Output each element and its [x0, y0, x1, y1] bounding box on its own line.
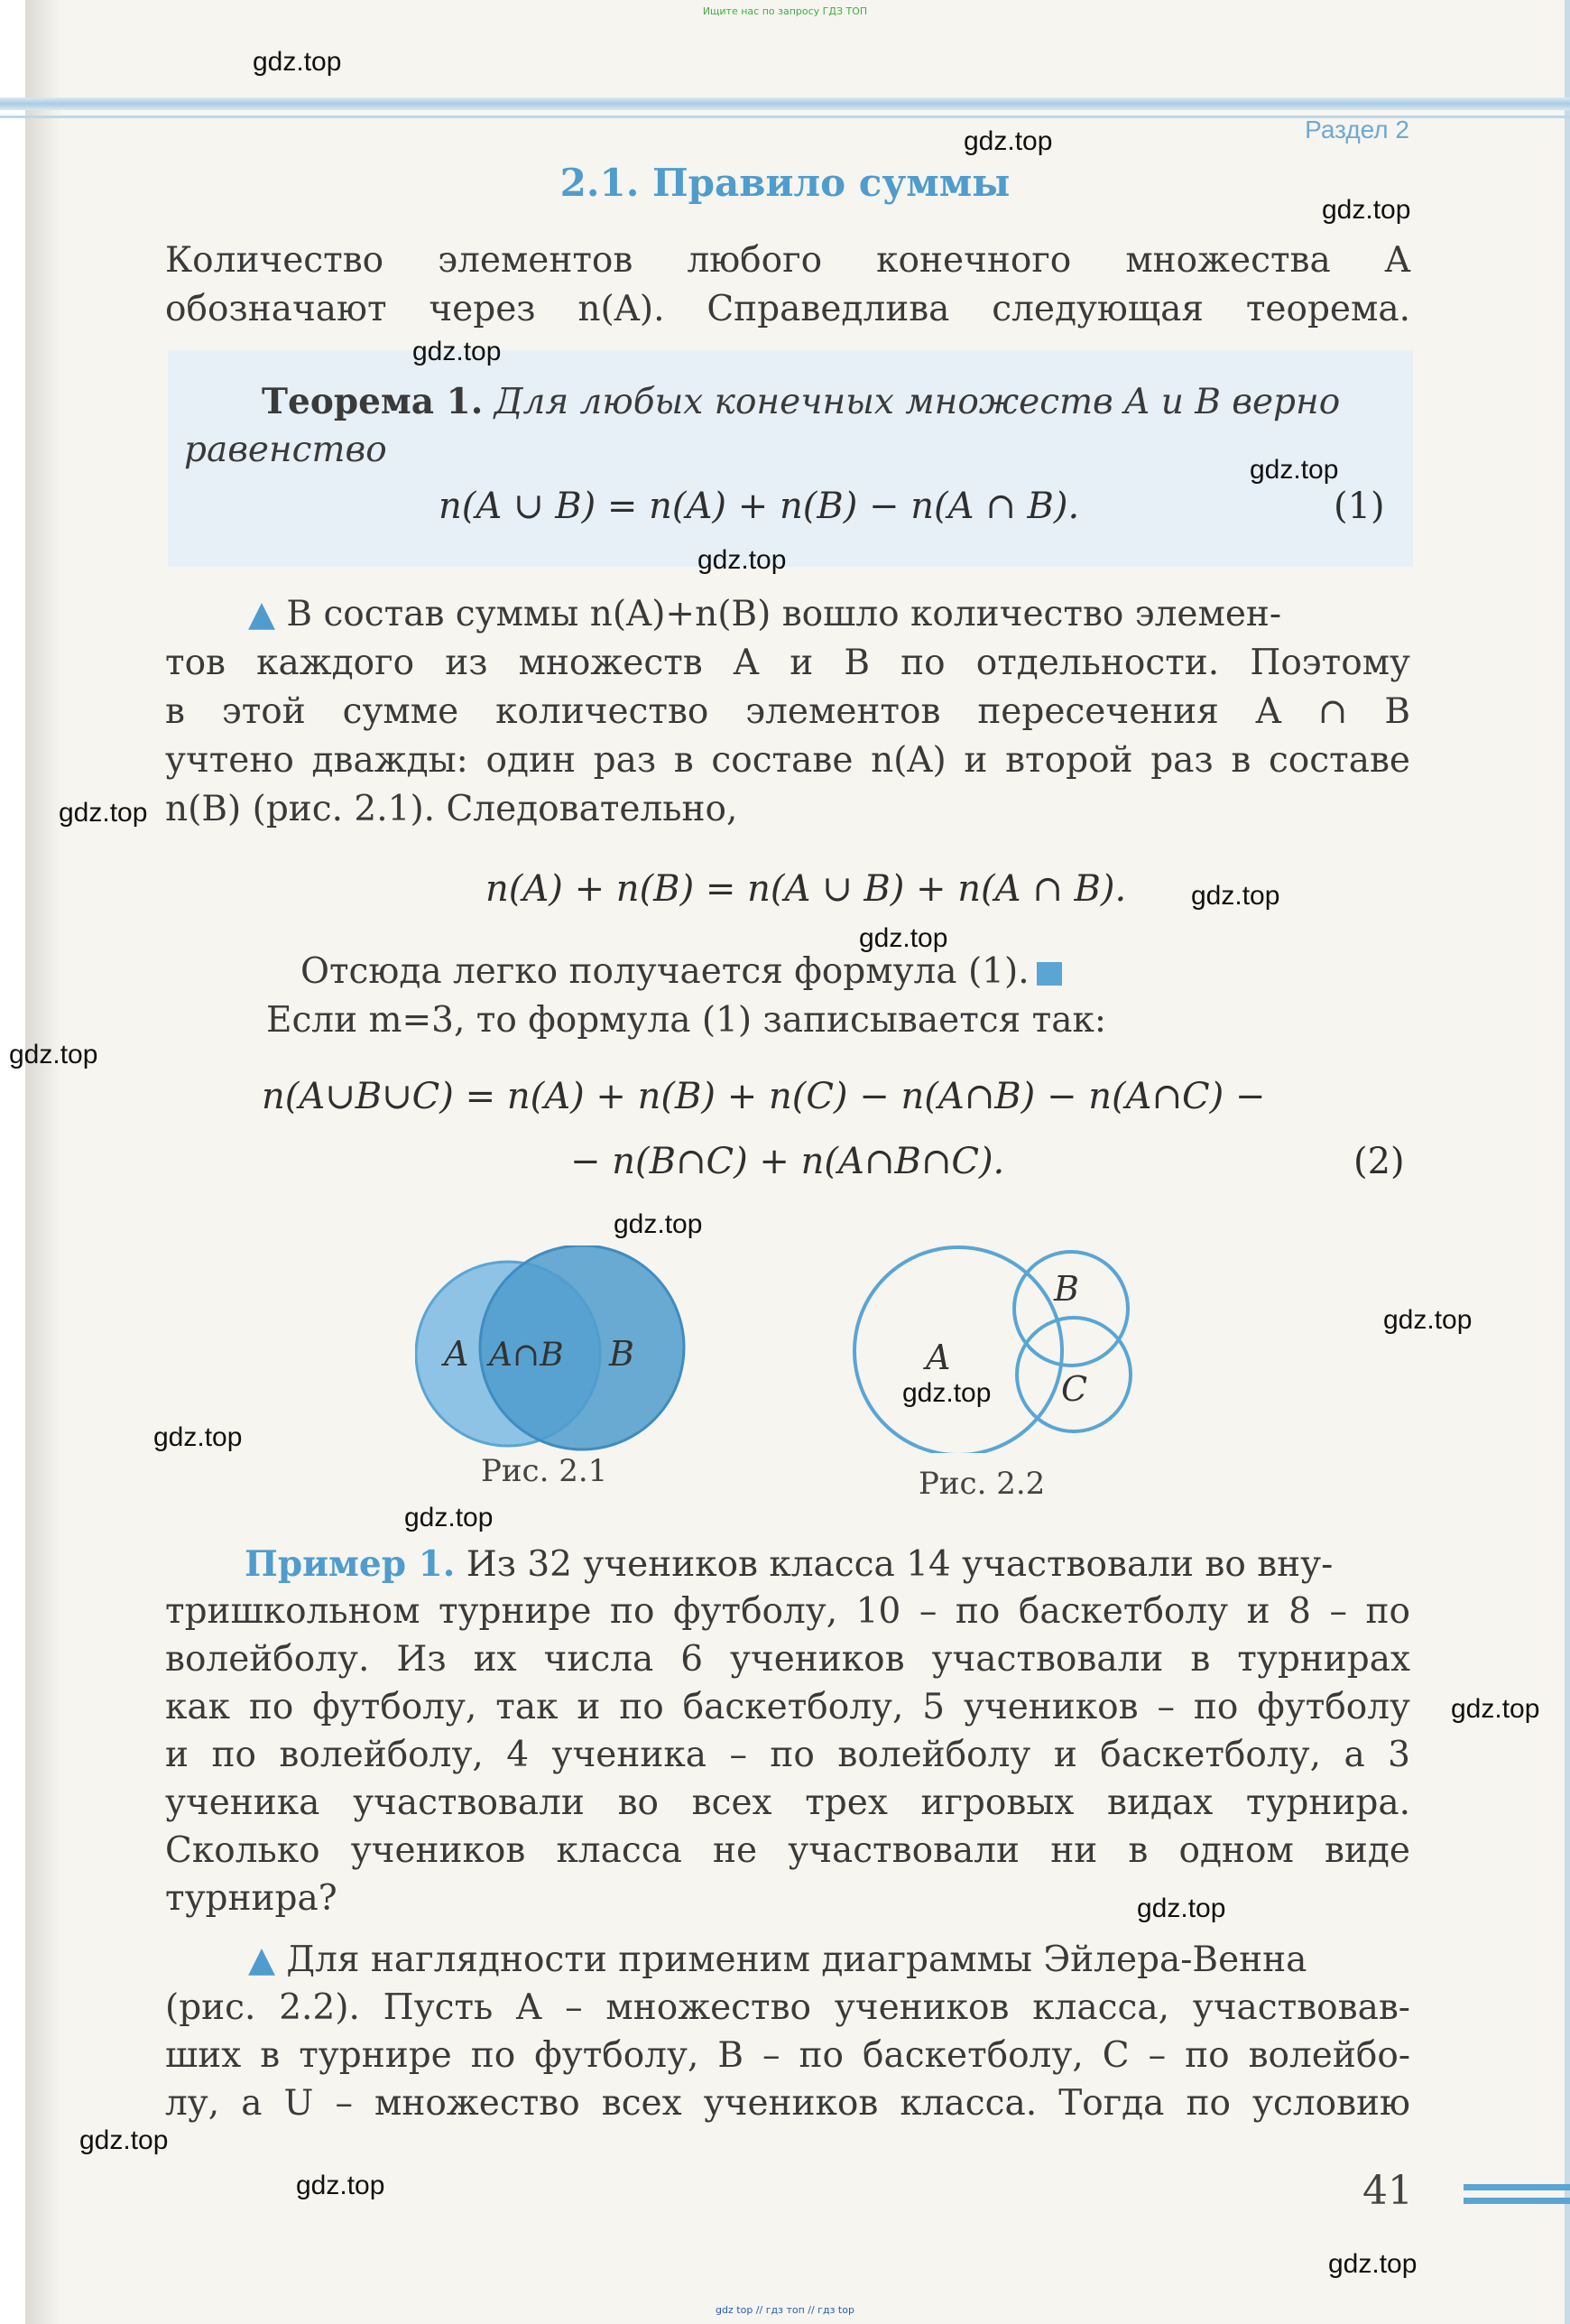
- watermark: gdz.top: [697, 545, 787, 575]
- watermark: gdz.top: [1250, 455, 1339, 485]
- example-line-7: Сколько учеников класса не участвовали ни в одном виде: [165, 1830, 1410, 1871]
- page-spine-shadow: [25, 0, 61, 2324]
- formula-2-line-1: n(A∪B∪C) = n(A) + n(B) + n(C) − n(A∩B) − n(A∩C) −: [262, 1076, 1266, 1117]
- proof-line-2: тов каждого из множеств A и B по отдельности. Поэтому: [165, 643, 1410, 683]
- venn-diagram-fig-2-2: [848, 1245, 1137, 1453]
- formula-1-number: (1): [1334, 486, 1385, 527]
- example-line-3: волейболу. Из их числа 6 учеников участвовали в турнирах: [165, 1639, 1410, 1680]
- fig2-label-c: C: [1061, 1369, 1088, 1409]
- example-line-2: тришкольном турнире по футболу, 10 – по баскетболу и 8 – по: [165, 1591, 1410, 1632]
- solution-line-1-text: Для наглядности применим диаграммы Эйлера-Венна: [286, 1940, 1307, 1980]
- solution-line-1: [248, 1936, 1410, 1985]
- fig1-label-a: A: [444, 1334, 469, 1374]
- proof-line-4: учтено дважды: один раз в составе n(A) и второй раз в составе: [165, 740, 1410, 781]
- fig2-label-b: B: [1054, 1269, 1079, 1309]
- page-number-decor: [1464, 2184, 1570, 2211]
- qed-square-icon: [1037, 962, 1062, 986]
- proof-line-5: n(B) (рис. 2.1). Следовательно,: [165, 789, 738, 829]
- fig1-label-ab: A∩B: [489, 1337, 564, 1374]
- proof-line-1: [248, 590, 1410, 639]
- theorem-label: Теорема 1.: [262, 381, 484, 422]
- theorem-formula: n(A ∪ B) = n(A) + n(B) − n(A ∩ B).: [439, 486, 1080, 527]
- theorem-text-2: равенство: [184, 430, 387, 470]
- watermark: gdz.top: [253, 47, 342, 77]
- example-line-8: турнира?: [165, 1878, 337, 1919]
- top-note[interactable]: Ищите нас по запросу ГДЗ ТОП: [702, 5, 868, 17]
- proof-conclusion: [300, 948, 1410, 996]
- watermark: gdz.top: [1451, 1694, 1540, 1724]
- intro-line-1: Количество элементов любого конечного множества A: [165, 240, 1410, 281]
- example-label: Пример 1.: [245, 1543, 456, 1585]
- venn-diagram-fig-2-1: [415, 1245, 704, 1453]
- example-line-5: и по волейболу, 4 ученика – по волейболу и баскетболу, а 3: [165, 1735, 1410, 1775]
- watermark: gdz.top: [859, 923, 948, 953]
- solution-marker-icon: ▲: [248, 1940, 275, 1980]
- watermark: gdz.top: [1328, 2249, 1418, 2279]
- watermark: gdz.top: [296, 2171, 385, 2200]
- watermark: gdz.top: [9, 1040, 98, 1069]
- fig2-label-a: A: [926, 1338, 951, 1377]
- solution-line-3: ших в турнире по футболу, B – по баскетболу, C – по волейбо-: [165, 2035, 1410, 2076]
- formula-2-number: (2): [1353, 1141, 1405, 1182]
- watermark: gdz.top: [79, 2125, 169, 2155]
- watermark: gdz.top: [1322, 195, 1411, 225]
- proof-conclusion-text: Отсюда легко получается формула (1).: [300, 951, 1030, 992]
- theorem-line-1: [262, 377, 1413, 427]
- watermark: gdz.top: [404, 1503, 494, 1532]
- example-line-4: как по футболу, так и по баскетболу, 5 учеников – по футболу: [165, 1687, 1410, 1727]
- watermark: gdz.top: [614, 1209, 703, 1239]
- watermark: gdz.top: [1383, 1305, 1473, 1335]
- intro-line-2: обозначают через n(A). Справедлива следующая теорема.: [165, 289, 1410, 329]
- watermark: gdz.top: [1137, 1893, 1226, 1923]
- header-band: [0, 97, 1570, 110]
- watermark: gdz.top: [59, 798, 148, 828]
- proof-line-1-text: В состав суммы n(A)+n(B) вошло количество элемен-: [286, 594, 1282, 634]
- formula-2-line-2: − n(B∩C) + n(A∩B∩C).: [570, 1141, 1005, 1182]
- watermark: gdz.top: [902, 1378, 992, 1408]
- page-number: 41: [1362, 2168, 1413, 2214]
- example-line-1: [245, 1540, 1410, 1589]
- solution-line-2: (рис. 2.2). Пусть A – множество учеников класса, участвовав-: [165, 1987, 1410, 2028]
- watermark: gdz.top: [412, 337, 502, 366]
- solution-line-4: лу, а U – множество всех учеников класса. Тогда по условию: [165, 2083, 1410, 2124]
- fig1-label-b: B: [609, 1334, 634, 1374]
- watermark: gdz.top: [964, 126, 1053, 156]
- page-edge: [1565, 0, 1570, 2324]
- section-title: 2.1. Правило суммы: [559, 161, 1011, 205]
- example-line-1-text: Из 32 учеников класса 14 участвовали во вну-: [466, 1544, 1334, 1585]
- fig1-caption: Рис. 2.1: [481, 1453, 608, 1489]
- watermark: gdz.top: [1191, 881, 1280, 911]
- proof-marker-icon: ▲: [248, 594, 275, 634]
- proof-line-3: в этой сумме количество элементов пересечения A ∩ B: [165, 691, 1410, 732]
- bottom-note[interactable]: gdz top // гдз топ // гдз top: [716, 2304, 854, 2316]
- proof-formula: n(A) + n(B) = n(A ∪ B) + n(A ∩ B).: [485, 868, 1127, 910]
- theorem-text-1: Для любых конечных множеств A и B верно: [494, 382, 1341, 422]
- fig2-caption: Рис. 2.2: [919, 1466, 1046, 1502]
- example-line-6: ученика участвовали во всех трех игровых видах турнира.: [165, 1782, 1410, 1823]
- section-label: Раздел 2: [1305, 116, 1409, 144]
- watermark: gdz.top: [153, 1422, 243, 1452]
- m3-line: Если m=3, то формула (1) записывается так:: [266, 1000, 1106, 1041]
